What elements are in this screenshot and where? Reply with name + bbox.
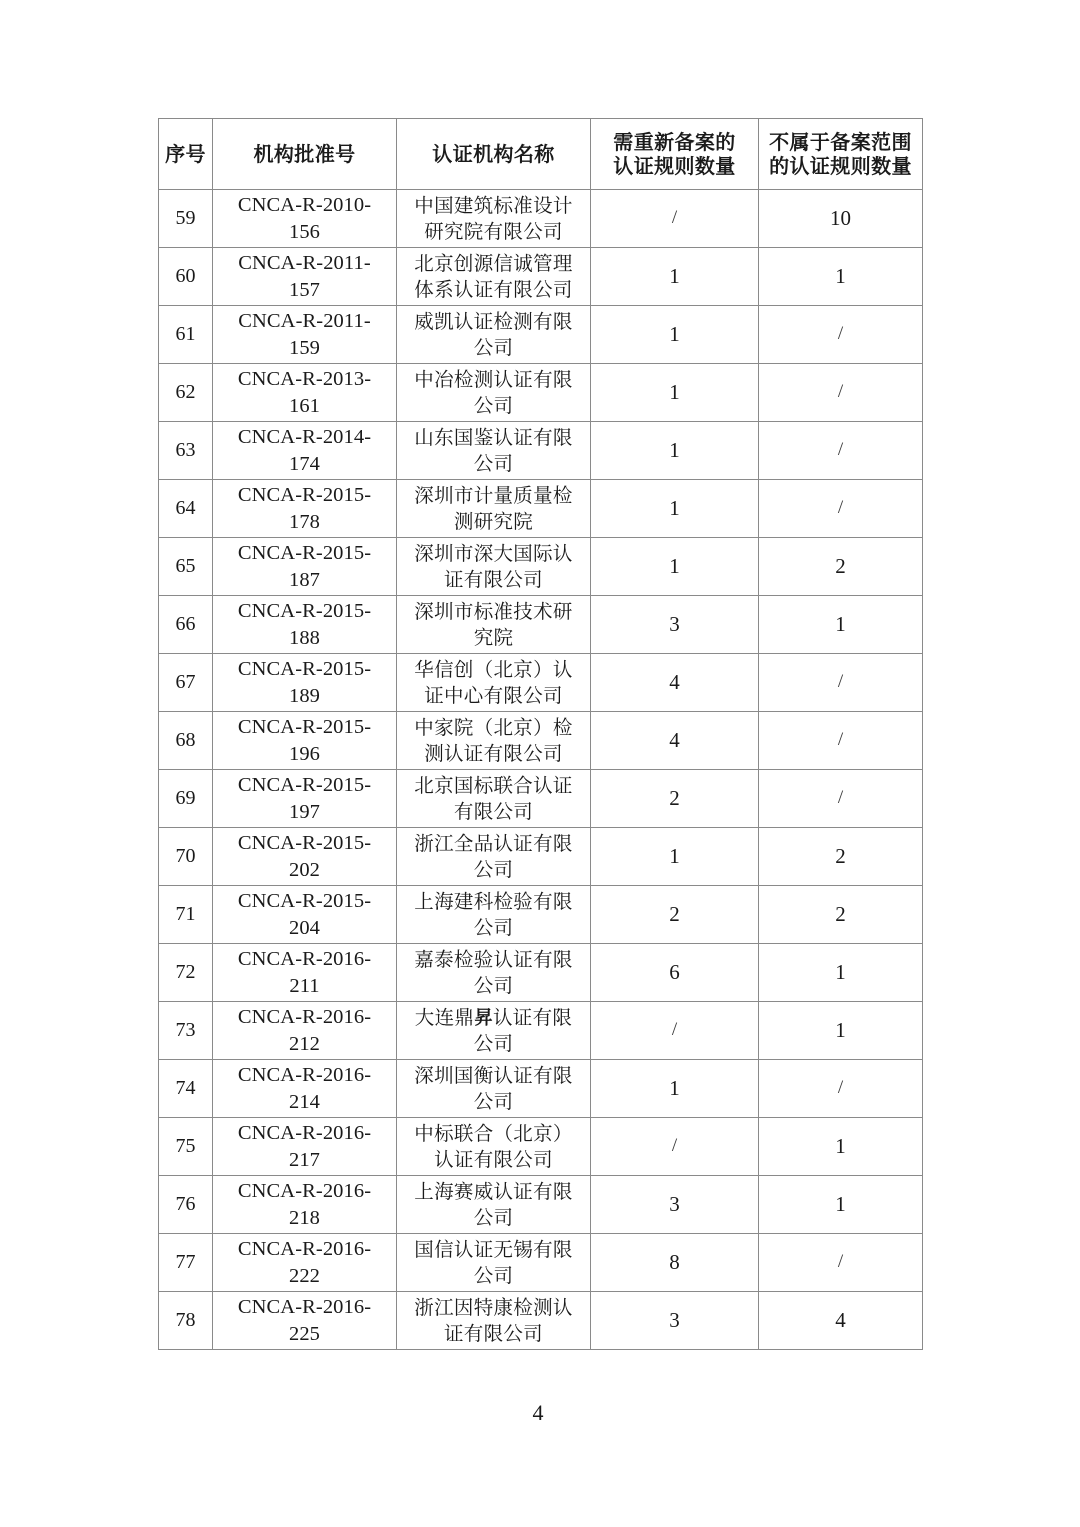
header-label-line: 机构批准号 [253, 141, 356, 166]
header-label [397, 142, 590, 166]
table-row [159, 712, 923, 770]
cell-approval-number [213, 190, 397, 248]
body-name-line: 体系认证有限公司 [414, 277, 573, 301]
cell-rerecord-count: 1 [591, 248, 759, 306]
cell-out-of-scope-count: 1 [759, 1002, 923, 1060]
cell-approval-number [213, 422, 397, 480]
approval-number-line: CNCA-R-2016- [237, 1064, 372, 1087]
cell-approval-number [213, 364, 397, 422]
cell-index: 72 [159, 944, 213, 1002]
cell-index: 69 [159, 770, 213, 828]
body-name-line: 证有限公司 [443, 1321, 543, 1345]
approval-number-line: 225 [288, 1322, 321, 1345]
approval-number-line: 174 [288, 452, 321, 475]
cell-body-name [397, 828, 591, 886]
cell-out-of-scope-count: / [759, 306, 923, 364]
body-name-line: 上海建科检验有限 [414, 890, 573, 914]
cell-rerecord-count: 2 [591, 886, 759, 944]
body-name-line: 国信认证无锡有限 [414, 1238, 573, 1262]
cell-index: 63 [159, 422, 213, 480]
cell-approval-number [213, 886, 397, 944]
cell-body-name [397, 480, 591, 538]
certification-bodies-table-container [158, 118, 922, 1350]
cell-body-name [397, 1002, 591, 1060]
table-row [159, 1118, 923, 1176]
cell-rerecord-count: 1 [591, 538, 759, 596]
cell-out-of-scope-count: 1 [759, 248, 923, 306]
approval-number-line: CNCA-R-2011- [238, 310, 371, 333]
approval-number-line: 218 [288, 1206, 321, 1229]
cell-out-of-scope-count: / [759, 712, 923, 770]
header-index [159, 119, 213, 190]
body-name-line: 嘉泰检验认证有限 [414, 948, 573, 972]
table-row [159, 1060, 923, 1118]
header-out-of-scope-count [759, 119, 923, 190]
cell-approval-number [213, 654, 397, 712]
header-body-name [397, 119, 591, 190]
cell-out-of-scope-count: / [759, 364, 923, 422]
approval-number-line: CNCA-R-2015- [237, 484, 372, 507]
approval-number-line: CNCA-R-2011- [238, 252, 371, 275]
cell-out-of-scope-count: 10 [759, 190, 923, 248]
cell-out-of-scope-count: 4 [759, 1292, 923, 1350]
cell-out-of-scope-count: 2 [759, 828, 923, 886]
body-name-line: 研究院有限公司 [424, 219, 563, 243]
cell-rerecord-count: 3 [591, 1292, 759, 1350]
cell-rerecord-count: 1 [591, 364, 759, 422]
header-label [159, 142, 212, 166]
table-header-row [159, 119, 923, 190]
cell-out-of-scope-count: / [759, 480, 923, 538]
body-name-line: 认证有限公司 [434, 1147, 553, 1171]
approval-number-line: 217 [288, 1148, 321, 1171]
body-name-line: 上海赛威认证有限 [414, 1180, 573, 1204]
cell-body-name [397, 422, 591, 480]
cell-index: 73 [159, 1002, 213, 1060]
body-name-line: 深圳市标准技术研 [414, 600, 573, 624]
table-row [159, 770, 923, 828]
approval-number-line: CNCA-R-2016- [237, 1238, 372, 1261]
cell-rerecord-count: 3 [591, 596, 759, 654]
body-name-line: 有限公司 [453, 799, 534, 823]
cell-body-name [397, 538, 591, 596]
body-name-line: 证有限公司 [443, 567, 543, 591]
cell-approval-number [213, 596, 397, 654]
body-name-line: 公司 [473, 973, 514, 997]
approval-number-line: 211 [289, 974, 320, 997]
approval-number-line: 156 [288, 220, 321, 243]
cell-body-name [397, 1118, 591, 1176]
approval-number-line: 204 [288, 916, 321, 939]
header-label-line: 认证规则数量 [613, 154, 736, 178]
body-name-line: 证中心有限公司 [424, 683, 563, 707]
body-name-line: 中标联合（北京） [414, 1122, 573, 1146]
body-name-line: 公司 [473, 393, 514, 417]
cell-body-name [397, 248, 591, 306]
cell-out-of-scope-count: / [759, 422, 923, 480]
cell-index: 60 [159, 248, 213, 306]
table-row [159, 306, 923, 364]
cell-rerecord-count: 1 [591, 828, 759, 886]
cell-index: 71 [159, 886, 213, 944]
cell-index: 62 [159, 364, 213, 422]
approval-number-line: 161 [288, 394, 321, 417]
table-row [159, 248, 923, 306]
header-label-line: 不属于备案范围 [769, 129, 912, 154]
cell-approval-number [213, 828, 397, 886]
header-rerecord-count [591, 119, 759, 190]
body-name-line: 北京创源信诚管理 [414, 252, 573, 276]
body-name-line: 测认证有限公司 [424, 741, 563, 765]
cell-out-of-scope-count: 1 [759, 596, 923, 654]
cell-rerecord-count: 4 [591, 654, 759, 712]
table-row [159, 190, 923, 248]
approval-number-line: 202 [288, 858, 321, 881]
cell-index: 78 [159, 1292, 213, 1350]
cell-out-of-scope-count: / [759, 654, 923, 712]
approval-number-line: CNCA-R-2010- [237, 194, 372, 217]
approval-number-line: 197 [288, 800, 321, 823]
cell-index: 65 [159, 538, 213, 596]
certification-bodies-table [158, 118, 923, 1350]
cell-approval-number [213, 306, 397, 364]
cell-body-name [397, 654, 591, 712]
cell-index: 66 [159, 596, 213, 654]
approval-number-line: CNCA-R-2015- [237, 600, 372, 623]
approval-number-line: 159 [288, 336, 321, 359]
body-name-line: 深圳国衡认证有限 [414, 1064, 573, 1088]
approval-number-line: CNCA-R-2016- [237, 1006, 372, 1029]
approval-number-line: CNCA-R-2013- [237, 368, 372, 391]
table-row [159, 654, 923, 712]
cell-rerecord-count: 3 [591, 1176, 759, 1234]
table-row [159, 422, 923, 480]
approval-number-line: CNCA-R-2016- [237, 948, 372, 971]
cell-index: 77 [159, 1234, 213, 1292]
cell-index: 59 [159, 190, 213, 248]
approval-number-line: CNCA-R-2016- [237, 1296, 372, 1319]
cell-approval-number [213, 944, 397, 1002]
cell-rerecord-count: 1 [591, 422, 759, 480]
cell-approval-number [213, 712, 397, 770]
body-name-line: 公司 [473, 451, 514, 475]
header-label [591, 130, 758, 179]
body-name-line: 公司 [473, 857, 514, 881]
body-name-line: 公司 [473, 1089, 514, 1113]
header-label-line: 认证机构名称 [432, 141, 555, 166]
cell-index: 75 [159, 1118, 213, 1176]
cell-rerecord-count: 1 [591, 480, 759, 538]
cell-approval-number [213, 770, 397, 828]
table-row [159, 886, 923, 944]
cell-index: 76 [159, 1176, 213, 1234]
approval-number-line: 222 [288, 1264, 321, 1287]
body-name-line: 公司 [473, 1031, 514, 1055]
body-name-line: 公司 [473, 1205, 514, 1229]
cell-out-of-scope-count: 1 [759, 944, 923, 1002]
header-label-line: 的认证规则数量 [769, 154, 912, 178]
table-row [159, 480, 923, 538]
cell-rerecord-count: 1 [591, 1060, 759, 1118]
cell-body-name [397, 770, 591, 828]
cell-body-name [397, 886, 591, 944]
cell-rerecord-count: 2 [591, 770, 759, 828]
cell-body-name [397, 596, 591, 654]
table-header [159, 119, 923, 190]
approval-number-line: 157 [288, 278, 321, 301]
body-name-line: 中家院（北京）检 [414, 716, 573, 740]
table-row [159, 596, 923, 654]
cell-approval-number [213, 538, 397, 596]
cell-rerecord-count: / [591, 1118, 759, 1176]
cell-body-name [397, 364, 591, 422]
cell-index: 61 [159, 306, 213, 364]
table-row [159, 828, 923, 886]
approval-number-line: 187 [288, 568, 321, 591]
cell-rerecord-count: 4 [591, 712, 759, 770]
cell-index: 74 [159, 1060, 213, 1118]
cell-out-of-scope-count: 1 [759, 1118, 923, 1176]
page-number-value: 4 [532, 1400, 544, 1425]
cell-out-of-scope-count: / [759, 770, 923, 828]
header-label-line: 需重新备案的 [613, 129, 736, 154]
cell-approval-number [213, 1002, 397, 1060]
cell-index: 67 [159, 654, 213, 712]
table-row [159, 1176, 923, 1234]
table-row [159, 944, 923, 1002]
approval-number-line: 188 [288, 626, 321, 649]
cell-rerecord-count: / [591, 1002, 759, 1060]
body-name-line: 山东国鉴认证有限 [414, 426, 573, 450]
approval-number-line: CNCA-R-2015- [237, 774, 372, 797]
approval-number-line: CNCA-R-2015- [237, 716, 372, 739]
approval-number-line: CNCA-R-2014- [237, 426, 372, 449]
table-row [159, 538, 923, 596]
approval-number-line: 214 [288, 1090, 321, 1113]
table-row [159, 1002, 923, 1060]
cell-body-name [397, 1176, 591, 1234]
cell-out-of-scope-count: 2 [759, 886, 923, 944]
header-approval-number [213, 119, 397, 190]
cell-body-name [397, 1234, 591, 1292]
table-body [159, 190, 923, 1350]
cell-rerecord-count: 6 [591, 944, 759, 1002]
cell-approval-number [213, 1292, 397, 1350]
approval-number-line: CNCA-R-2015- [237, 832, 372, 855]
body-name-line: 测研究院 [453, 509, 534, 533]
cell-out-of-scope-count: / [759, 1234, 923, 1292]
body-name-line: 究院 [473, 625, 514, 649]
page-number [0, 1400, 1080, 1426]
approval-number-line: 212 [288, 1032, 321, 1055]
table-row [159, 1292, 923, 1350]
body-name-line: 中冶检测认证有限 [414, 368, 573, 392]
cell-index: 64 [159, 480, 213, 538]
cell-approval-number [213, 1234, 397, 1292]
cell-rerecord-count: / [591, 190, 759, 248]
approval-number-line: CNCA-R-2015- [237, 542, 372, 565]
cell-approval-number [213, 1176, 397, 1234]
cell-rerecord-count: 8 [591, 1234, 759, 1292]
body-name-line: 公司 [473, 1263, 514, 1287]
header-label [213, 142, 396, 166]
header-label [759, 130, 922, 179]
body-name-line: 大连鼎昇认证有限 [414, 1005, 573, 1029]
body-name-line: 北京国标联合认证 [414, 774, 573, 798]
cell-body-name [397, 1292, 591, 1350]
approval-number-line: CNCA-R-2015- [237, 890, 372, 913]
body-name-alt-glyph: 昇 [474, 1007, 493, 1029]
cell-index: 70 [159, 828, 213, 886]
table-row [159, 364, 923, 422]
body-name-line: 公司 [473, 335, 514, 359]
approval-number-line: CNCA-R-2016- [237, 1180, 372, 1203]
approval-number-line: 178 [288, 510, 321, 533]
approval-number-line: CNCA-R-2016- [237, 1122, 372, 1145]
cell-approval-number [213, 480, 397, 538]
body-name-line: 深圳市计量质量检 [414, 484, 573, 508]
body-name-line: 中国建筑标准设计 [414, 194, 573, 218]
cell-out-of-scope-count: 1 [759, 1176, 923, 1234]
header-label-line: 序号 [165, 141, 206, 166]
cell-approval-number [213, 1118, 397, 1176]
cell-body-name [397, 1060, 591, 1118]
table-row [159, 1234, 923, 1292]
cell-body-name [397, 190, 591, 248]
cell-out-of-scope-count: 2 [759, 538, 923, 596]
cell-out-of-scope-count: / [759, 1060, 923, 1118]
cell-body-name [397, 712, 591, 770]
approval-number-line: 189 [288, 684, 321, 707]
cell-approval-number [213, 1060, 397, 1118]
cell-rerecord-count: 1 [591, 306, 759, 364]
body-name-line: 威凯认证检测有限 [414, 310, 573, 334]
cell-body-name [397, 306, 591, 364]
body-name-line: 浙江全品认证有限 [414, 832, 573, 856]
cell-body-name [397, 944, 591, 1002]
body-name-line: 浙江因特康检测认 [414, 1296, 573, 1320]
body-name-line: 深圳市深大国际认 [414, 542, 573, 566]
body-name-line: 华信创（北京）认 [414, 658, 573, 682]
body-name-line: 公司 [473, 915, 514, 939]
cell-approval-number [213, 248, 397, 306]
approval-number-line: CNCA-R-2015- [237, 658, 372, 681]
cell-index: 68 [159, 712, 213, 770]
approval-number-line: 196 [288, 742, 321, 765]
